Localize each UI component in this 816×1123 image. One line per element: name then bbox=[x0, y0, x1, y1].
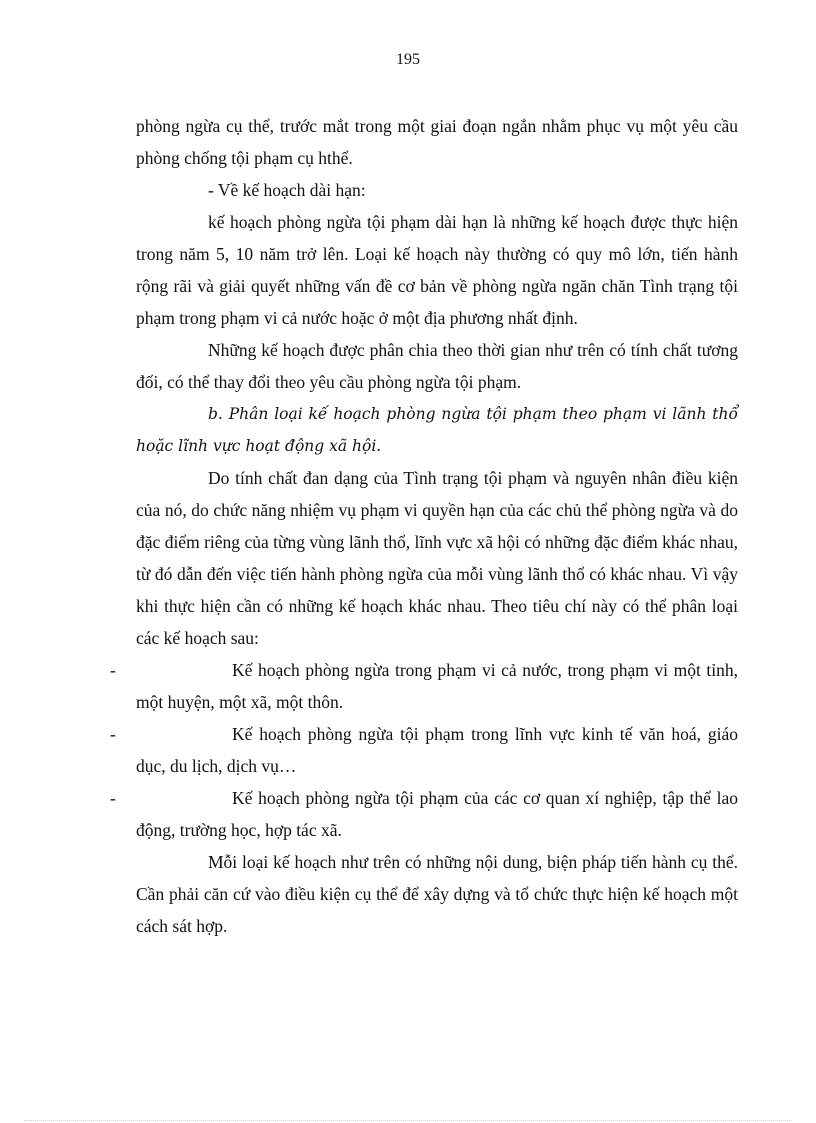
list-item bbox=[110, 654, 738, 718]
page-bottom-divider bbox=[24, 1120, 792, 1121]
paragraph-conclusion: Mỗi loại kế hoạch như trên có những nội dung, biện pháp tiến hành cụ thể. Cần phải căn cứ vào điều kiện cụ thể để xây dựng và tổ chức thực hiện kế hoạch một cách sát hợp. bbox=[136, 852, 738, 936]
paragraph-diversity: Do tính chất đan dạng của Tình trạng tội phạm và nguyên nhân điều kiện của nó, do chức năng nhiệm vụ phạm vi quyền hạn của các chủ thể phòng ngừa và do đặc điểm riêng của từng vùng lãnh thổ, lĩnh vực xã hội có những đặc điểm khác nhau, từ đó dẫn đến việc tiến hành phòng ngừa của mỗi vùng lãnh thổ có khác nhau. Vì vậy khi thực hiện cần có những kế hoạch khác nhau. Theo tiêu chí này có thể phân loại các kế hoạch sau: bbox=[136, 468, 738, 648]
page-number: 195 bbox=[396, 51, 420, 68]
paragraph-long-term-plan: kế hoạch phòng ngừa tội phạm dài hạn là những kế hoạch được thực hiện trong năm 5, 10 năm trở lên. Loại kế hoạch này thường có quy mô lớn, tiến hành rộng rãi và giải quyết những vấn đề cơ bản về phòng ngừa ngăn chăn Tình trạng tội phạm trong phạm vi cả nước hoặc ở một địa phương nhất định. bbox=[136, 212, 738, 328]
document-body bbox=[110, 110, 738, 942]
section-heading-b: b. Phân loại kế hoạch phòng ngừa tội phạm theo phạm vi lãnh thổ hoặc lĩnh vực hoạt động xã hội. bbox=[136, 405, 738, 455]
paragraph-time-division: Những kế hoạch được phân chia theo thời gian như trên có tính chất tương đối, có thể thay đổi theo yêu cầu phòng ngừa tội phạm. bbox=[136, 340, 738, 392]
bullet-dash: - bbox=[110, 788, 116, 808]
list-item bbox=[110, 782, 738, 846]
list-item-text: Kế hoạch phòng ngừa tội phạm trong lĩnh vực kinh tế văn hoá, giáo dục, du lịch, dịch vụ… bbox=[136, 724, 738, 776]
subheading-long-term-plan: - Về kế hoạch dài hạn: bbox=[208, 180, 366, 200]
list-item-text: Kế hoạch phòng ngừa trong phạm vi cả nước, trong phạm vi một tỉnh, một huyện, một xã, một thôn. bbox=[136, 660, 738, 712]
bullet-dash: - bbox=[110, 724, 116, 744]
list-item bbox=[110, 718, 738, 782]
list-item-text: Kế hoạch phòng ngừa tội phạm của các cơ quan xí nghiệp, tập thể lao động, trường học, hợp tác xã. bbox=[136, 788, 738, 840]
paragraph-continuation: phòng ngừa cụ thể, trước mắt trong một giai đoạn ngắn nhằm phục vụ một yêu cầu phòng chống tội phạm cụ hthể. bbox=[136, 116, 738, 168]
bullet-dash: - bbox=[110, 660, 116, 680]
